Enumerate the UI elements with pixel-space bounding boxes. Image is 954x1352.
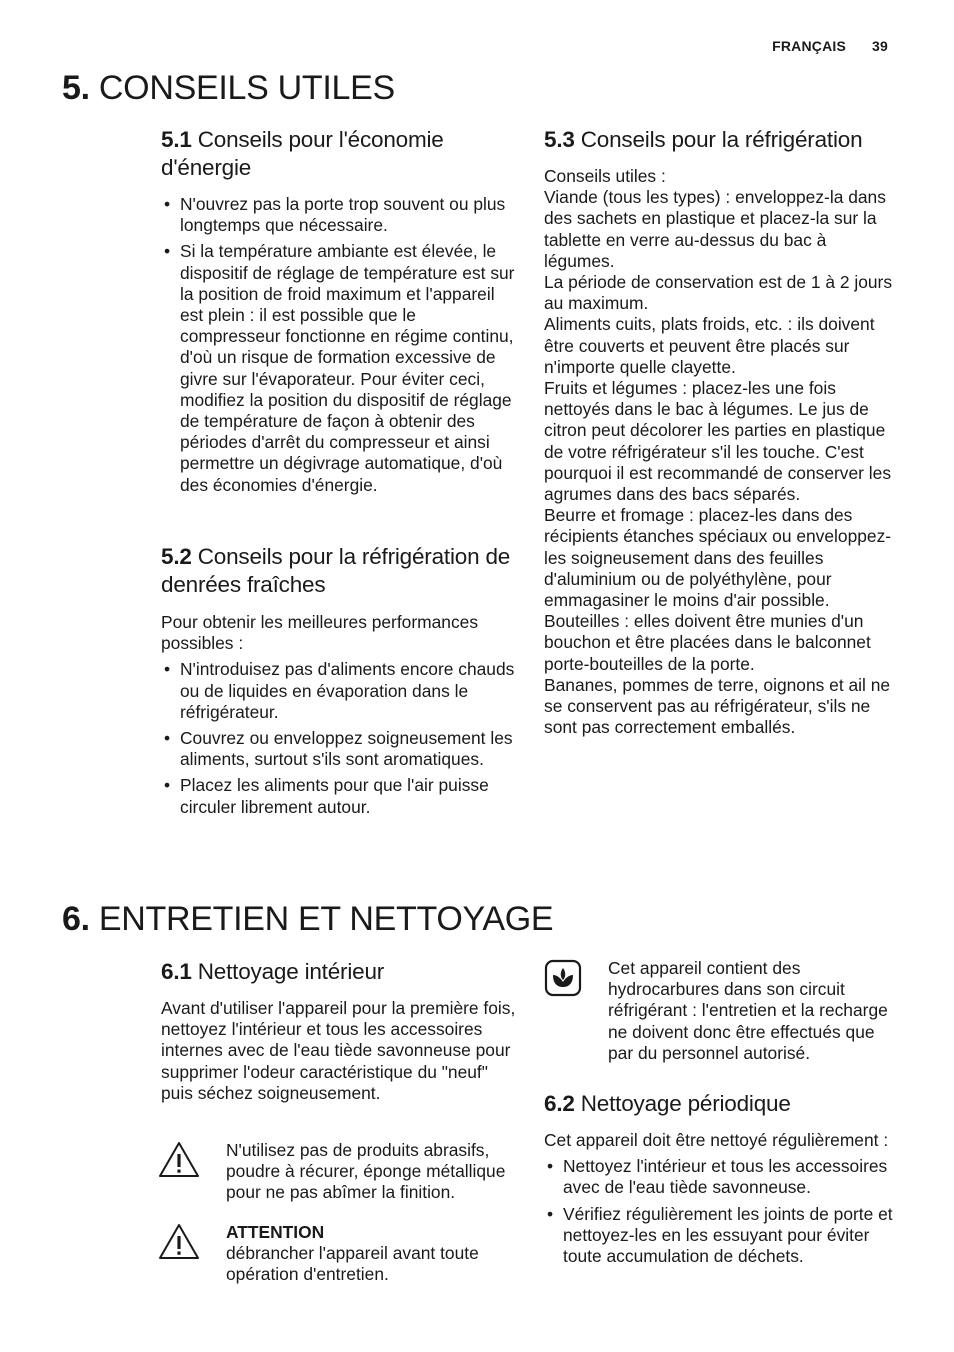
warning-triangle-icon: [157, 1140, 201, 1184]
paragraph: Viande (tous les types) : enveloppez-la dans des sachets en plastique et placez-la sur la tablette en verre au-dessus du bac à légumes.: [544, 187, 886, 271]
section-number: 5.1: [161, 127, 192, 152]
warning-triangle-icon: [157, 1222, 201, 1266]
paragraph: Fruits et légumes : placez-les une fois nettoyés dans le bac à légumes. Le jus de citron peut décolorer les parties en plastique de votre réfrigérateur s'il les touche. C'est pourquoi il est recommandé de conserver les agrumes dans des bacs séparés.: [544, 378, 892, 505]
bullet-icon: •: [547, 1203, 554, 1224]
section-heading: [544, 126, 899, 154]
section-title: Nettoyage intérieur: [197, 959, 385, 984]
section-title: Conseils pour l'économie d'énergie: [161, 127, 444, 180]
chapter-number: 6.: [62, 900, 90, 938]
language-label: FRANÇAIS: [772, 38, 847, 54]
bullet-icon: •: [164, 659, 171, 680]
list-item: [161, 728, 516, 770]
section-title: Conseils pour la réfrigération de denrées fraîches: [161, 544, 511, 597]
section-intro: Cet appareil doit être nettoyé régulièrement :: [544, 1130, 889, 1150]
bullet-list: [161, 194, 516, 496]
paragraph: La période de conservation est de 1 à 2 jours au maximum.: [544, 272, 893, 314]
bullet-icon: •: [164, 775, 171, 796]
list-item-text: Vérifiez régulièrement les joints de porte et nettoyez-les en les essuyant pour éviter toute accumulation de déchets.: [563, 1203, 893, 1267]
section-5-1: [161, 126, 516, 501]
chapter-6-title: [62, 899, 553, 939]
section-title: Nettoyage périodique: [580, 1091, 791, 1116]
section-6-2: [544, 1090, 899, 1272]
warning-note: N'utilisez pas de produits abrasifs, poudre à récurer, éponge métallique pour ne pas abîmer la finition.: [226, 1140, 506, 1203]
attention-note: [226, 1222, 516, 1286]
environment-note: Cet appareil contient des hydrocarbures dans son circuit réfrigérant : l'entretien et la recharge ne doivent donc être effectués que par du personnel autorisé.: [608, 958, 888, 1063]
section-number: 5.2: [161, 544, 192, 569]
section-text: Avant d'utiliser l'appareil pour la première fois, nettoyez l'intérieur et tous les accessoires internes avec de l'eau tiède savonneuse pour supprimer l'odeur caractéristique du "neuf" puis séchez soigneusement.: [161, 998, 516, 1103]
bullet-icon: •: [164, 241, 171, 262]
list-item-text: Placez les aliments pour que l'air puisse circuler librement autour.: [180, 775, 489, 817]
bullet-icon: •: [164, 728, 171, 749]
page-number: 39: [872, 38, 888, 54]
bullet-list: [161, 659, 516, 817]
section-intro: Pour obtenir les meilleures performances possibles :: [161, 612, 479, 654]
section-5-2: [161, 543, 516, 823]
attention-title: ATTENTION: [226, 1222, 325, 1242]
section-heading: [161, 543, 516, 599]
section-heading: [544, 1090, 899, 1118]
list-item: [161, 194, 516, 236]
list-item: [161, 659, 516, 723]
chapter-5-title: [62, 68, 395, 108]
bullet-icon: •: [164, 194, 171, 214]
paragraph: Conseils utiles :: [544, 166, 666, 186]
section-number: 6.1: [161, 959, 192, 984]
list-item: [161, 241, 516, 495]
chapter-title: CONSEILS UTILES: [98, 69, 395, 107]
section-body: [544, 166, 899, 738]
section-number: 6.2: [544, 1091, 575, 1116]
section-6-1: [161, 958, 516, 1104]
section-title: Conseils pour la réfrigération: [580, 127, 863, 152]
paragraph: Bananes, pommes de terre, oignons et ail ne se conservent pas au réfrigérateur, s'ils ne sont pas correctement emballés.: [544, 674, 891, 738]
section-number: 5.3: [544, 127, 575, 152]
paragraph: Aliments cuits, plats froids, etc. : ils doivent être couverts et peuvent être placés sur n'importe quelle clayette.: [544, 314, 875, 377]
section-5-3: [544, 126, 899, 738]
section-heading: [161, 958, 516, 986]
page-header: [772, 38, 888, 54]
list-item: [161, 775, 516, 817]
list-item: [544, 1156, 899, 1198]
list-item-text: N'introduisez pas d'aliments encore chauds ou de liquides en évaporation dans le réfrigérateur.: [180, 659, 515, 722]
chapter-number: 5.: [62, 69, 90, 107]
attention-text: débrancher l'appareil avant toute opération d'entretien.: [226, 1243, 479, 1285]
list-item-text: Si la température ambiante est élevée, le dispositif de réglage de température est sur la position de froid maximum et l'appareil est plein : il est possible que le compresseur fonctionne en régime continu, d'où un risque de formation excessive de givre sur l'évaporateur. Pour éviter ceci, modifiez la position du dispositif de réglage de température de façon à obtenir des périodes d'arrêt du compresseur et ainsi permettre un dégivrage automatique, d'où des économies d'énergie.: [180, 241, 515, 495]
paragraph: Bouteilles : elles doivent être munies d'un bouchon et être placées dans le balconnet porte-bouteilles de la porte.: [544, 611, 871, 674]
list-item: [544, 1204, 899, 1268]
list-item-text: Nettoyez l'intérieur et tous les accessoires avec de l'eau tiède savonneuse.: [563, 1156, 888, 1198]
chapter-title: ENTRETIEN ET NETTOYAGE: [98, 900, 554, 938]
list-item-text: Couvrez ou enveloppez soigneusement les aliments, surtout s'ils sont aromatiques.: [180, 728, 513, 770]
paragraph: Beurre et fromage : placez-les dans des récipients étanches spéciaux ou enveloppez-les soigneusement dans des feuilles d'aluminium ou de polyéthylène, pour emmagasiner le moins d'air possible.: [544, 505, 892, 611]
bullet-icon: •: [547, 1156, 554, 1177]
bullet-list: [544, 1156, 899, 1267]
environment-leaf-icon: [543, 958, 587, 1002]
list-item-text: N'ouvrez pas la porte trop souvent ou plus longtemps que nécessaire.: [180, 194, 506, 236]
section-heading: [161, 126, 516, 182]
